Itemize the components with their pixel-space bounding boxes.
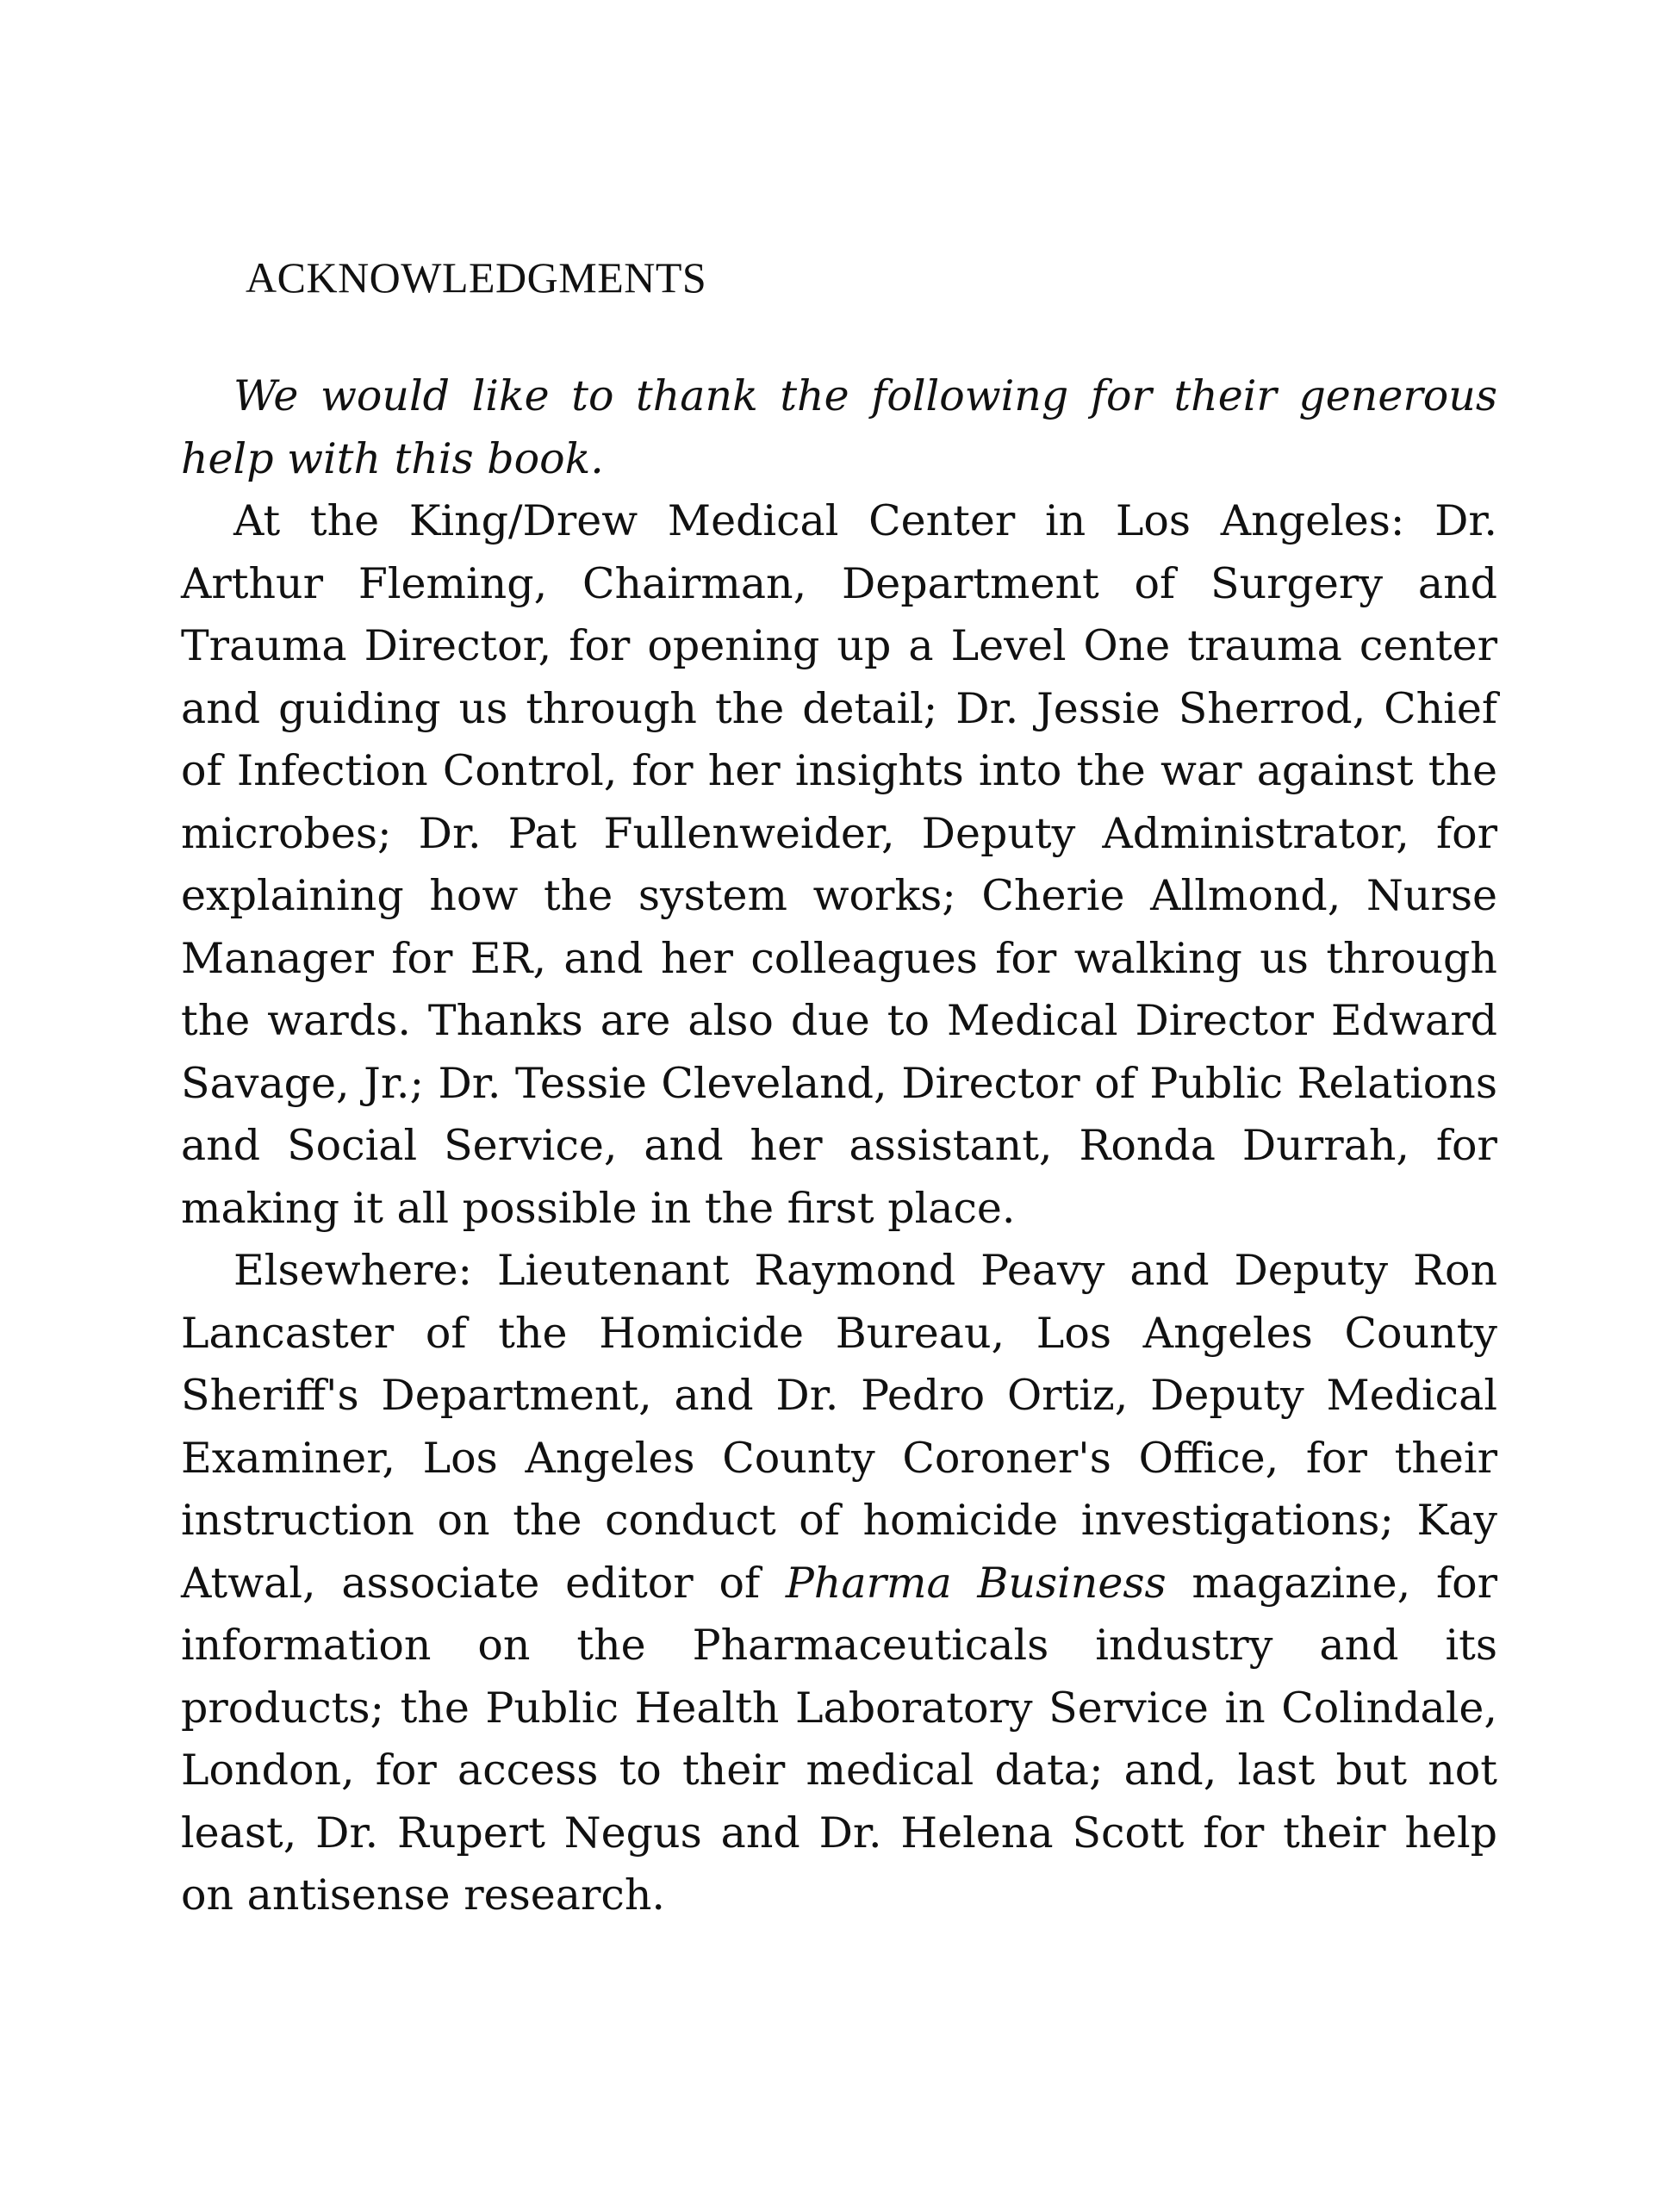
acknowledgments-body [181,365,1497,1927]
elsewhere-paragraph [181,1240,1497,1927]
magazine-title: Pharma Business [785,1558,1167,1608]
elsewhere-text-after-title: magazine, for information on the Pharmaceuticals industry and its products; the Public Health Laboratory Service in Colindale, London, for access to their medical data; and, last but not least, Dr. Rupert Negus and Dr. Helena Scott for their help on antisense research. [181,1558,1498,1920]
page-title: ACKNOWLEDGMENTS [246,253,707,302]
elsewhere-text-before-title: Elsewhere: Lieutenant Raymond Peavy and Deputy Ron Lancaster of the Homicide Bureau, Los Angeles County Sheriff's Department, and Dr. Pedro Ortiz, Deputy Medical Examiner, Los Angeles County Coroner's Office, for their instruction on the conduct of homicide investigations; Kay Atwal, associate editor of [181,1246,1497,1608]
king-drew-paragraph: At the King/Drew Medical Center in Los Angeles: Dr. Arthur Fleming, Chairman, Department of Surgery and Trauma Director, for opening up a Level One trauma center and guiding us through the detail; Dr. Jessie Sherrod, Chief of Infection Control, for her insights into the war against the microbes; Dr. Pat Fullenweider, Deputy Administrator, for explaining how the system works; Cherie Allmond, Nurse Manager for ER, and her colleagues for walking us through the wards. Thanks are also due to Medical Director Edward Savage, Jr.; Dr. Tessie Cleveland, Director of Public Relations and Social Service, and her assistant, Ronda Durrah, for making it all possible in the first place. [181,496,1497,1233]
intro-paragraph: We would like to thank the following for their generous help with this book. [181,371,1497,483]
